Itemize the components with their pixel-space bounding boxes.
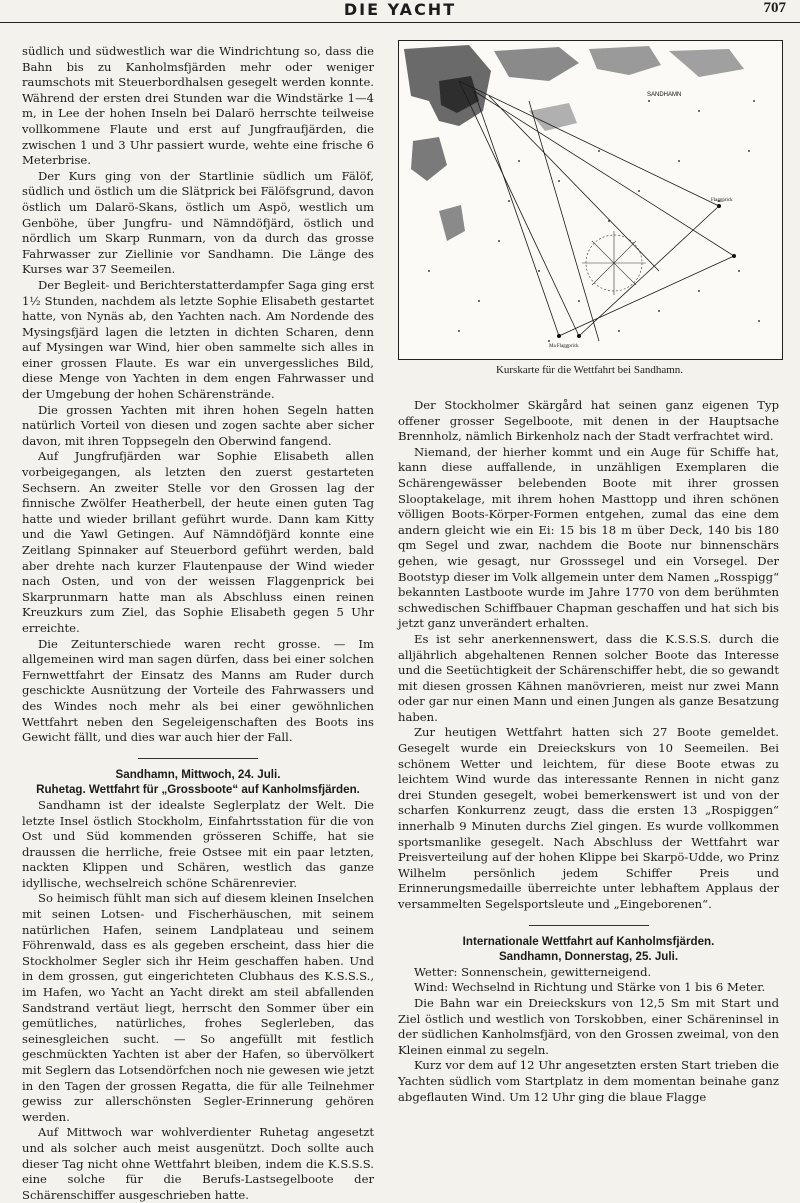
- section-divider: [529, 925, 649, 926]
- course-lines: [459, 81, 734, 341]
- page-header: [0, 0, 800, 23]
- paragraph: Auf Mittwoch war wohlverdienter Ruhetag angesetzt und als solcher auch meist ausgenützt. Doch sollte auch dieser Tag nicht ohne Wettfahrt bleiben, indem die K.S.S.S. eine solche für die Berufs-Lastsegelboote der Schärenschiffer ausgeschrieben hatte.: [22, 1125, 374, 1202]
- section-subheading: Ruhetag. Wettfahrt für „Grossboote“ auf Kanholmsfjärden.: [36, 783, 360, 797]
- paragraph: Es ist sehr anerkennenswert, dass die K.S.S.S. durch die alljährlich abgehaltenen Rennen solcher Boote das Interesse und die Seetüchtigkeit der Schärenschiffer hebt, die so gewandt mit diesen grossen Kähnen manövrieren, meist nur zwei Mann oder gar nur einen Mann und einen Jungen als ganze Besatzung haben.: [398, 631, 779, 724]
- paragraph: Wetter: Sonnenschein, gewitterneigend.: [414, 964, 652, 979]
- depth-soundings: [428, 100, 760, 342]
- page-number: 707: [763, 0, 786, 16]
- paragraph: Niemand, der hierher kommt und ein Auge für Schiffe hat, kann diese auffallende, in unzähligen Exemplaren die Schärengewässer belebenden Boote mit ihrer grossen Slooptakelage, mit ihrem hohen Masttopp und ihren schönen völligen Boots-Körper-Formen entgehen, zumal das eine dem andern gleicht wie ein Ei: 15 bis 18 m über Deck, 140 bis 180 qm Segel und zwar, nachdem die Boote nur binnenschärs gehen, wie gesagt, nur Grosssegel und ein Vorsegel. Der Bootstyp dieser im Volk allgemein unter dem Namen „Rosspigg“ bekannten Lastboote wurde im Jahre 1770 von dem berühmten schwedischen Schiffbauer Chapman geschaffen und hat sich bis jetzt ganz unverändert erhalten.: [398, 444, 779, 631]
- figure-caption: Kurskarte für die Wettfahrt bei Sandhamn.: [495, 364, 684, 376]
- section-divider: [138, 758, 258, 759]
- journal-title: DIE YACHT: [343, 0, 457, 19]
- section-heading: Sandhamn, Mittwoch, 24. Juli.: [115, 767, 281, 781]
- island-shape: [439, 205, 465, 241]
- paragraph: Der Kurs ging von der Startlinie südlich um Fälöf, südlich und östlich um die Slätprick bei Fälöfsgrund, davon östlich um Dalarö-Skans, östlich um Aspö, westlich um Genböhe, über Jungfru- und Nämndöfjärd, östlich und nördlich um Skarp Runmarn, von da durch das grosse Fahrwasser zur Ziellinie vor Sandhamn. Die Länge des Kurses war 37 Seemeilen.: [22, 168, 374, 277]
- island-shape: [589, 46, 661, 75]
- section-subheading: Sandhamn, Donnerstag, 25. Juli.: [498, 950, 679, 964]
- map-label-flaggprick: Flaggprick: [711, 198, 733, 203]
- course-marks: [557, 204, 736, 338]
- left-column: [22, 44, 374, 1203]
- paragraph: Der Stockholmer Skärgård hat seinen ganz eigenen Typ offener grosser Segelboote, mit denen in der Hauptsache Brennholz, nämlich Birkenholz nach der Stadt verfrachtet wird.: [398, 398, 779, 444]
- paragraph: Sandhamn ist der idealste Seglerplatz der Welt. Die letzte Insel östlich Stockholm, Einfahrtsstation für die von Ost und Süd kommenden grösseren Schiffe, hat sie draussen die herrliche, freie Ostsee mit ein paar letzten, nackten Klippen und Schären, westlich das ganze idyllische, wechselreich schöne Schärenrevier.: [22, 797, 374, 890]
- map-label-ma-flaggprick: Ma Flaggprick: [549, 344, 579, 349]
- section-heading: Internationale Wettfahrt auf Kanholmsfjärden.: [462, 934, 715, 948]
- paragraph: So heimisch fühlt man sich auf diesem kleinen Inselchen mit seinen Lotsen- und Fischerhäuschen, mit seinem natürlichen Hafen, seinem Landplateau und seinem Föhrenwald, dass es als gegeben erscheint, dass hier die Stockholmer Segler sich ihr Heim geschaffen haben. Und in dem grossen, gut eingerichteten Clubhaus des K.S.S.S., im Hafen, wo Yacht an Yacht direkt am steil abfallenden Sandstrand vertäut liegt, herrscht den Sommer über ein gemütliches, natürliches, frohes Seglerleben, das seinesgleichen sucht. — So angefüllt mit festlich geschmückten Yachten ist aber der Hafen, so übervölkert mit Seglern das Lotsendörfchen noch nie gewesen wie jetzt in den Tagen der grossen Regatta, die für alle Teilnehmer gewiss zur allerschönsten Segler-Erinnerung gehören werden.: [22, 891, 374, 1124]
- paragraph: Der Begleit- und Berichterstatterdampfer Saga ging erst 1½ Stunden, nachdem als letzte Sophie Elisabeth gestartet hatte, von Nynäs ab, den Yachten nach. Am Nordende des Mysingsfjärd lagen die letzten in dichten Scharen, denn auf Mysingen war Wind, hier oben sammelte sich alles in einer grossen Flaute. Es war ein unvergessliches Bild, diese Menge von Yachten in dem engen Fahrwasser und der Umgebung der hohen Schärenstrände.: [22, 277, 374, 402]
- island-shape: [494, 47, 579, 81]
- paragraph: Auf Jungfrufjärden war Sophie Elisabeth allen vorbeigegangen, als letzten den zuerst gestarteten Sechsern. An zweiter Stelle vor den Grossen lag der finnische Zwölfer Heatherbell, der heute einen guten Tag hatte und wieder brillant geführt wurde. Dann kam Kitty und die Yawl Getingen. Auf Nämndöfjärd konnte eine Zeitlang Spinnaker auf Steuerbord geführt werden, bald aber drehte nach kurzer Flautenpause der Wind wieder nach Osten, und von der weissen Flaggenprick bei Skarprunmarn hatte man als Abschluss einen reinen Kreuzkurs zum Ziel, das Sophie Elisabeth gegen 5 Uhr erreichte.: [22, 449, 374, 635]
- paragraph: Zur heutigen Wettfahrt hatten sich 27 Boote gemeldet. Gesegelt wurde ein Dreieckskurs von 10 Seemeilen. Bei schönem Wetter und leichtem, für diese Boote etwas zu leichtem Wind wurde das interessante Rennen in nicht ganz drei Stunden gesegelt, wobei bemerkenswert ist und von der scharfen Konkurrenz zeugt, dass die ersten 13 „Rospiggen“ innerhalb 9 Minuten durchs Ziel gingen. Es wurde vollkommen sportsmanlike gesegelt. Nach Abschluss der Wettfahrt war Preisverteilung auf der hohen Klippe bei Skarpö-Udde, wo Prinz Wilhelm persönlich jedem Schiffer Preis und Erinnerungsmedaille überreichte unter lebhaftem Applaus der versammelten Segelsportsleute und „Eingeborenen“.: [398, 725, 779, 911]
- paragraph: Die Bahn war ein Dreieckskurs von 12,5 Sm mit Start und Ziel östlich und westlich von Torskobben, einer Schäreninsel in der südlichen Kanholmsfjärd, von den Grossen zweimal, von den Kleinen einmal zu segeln.: [398, 995, 779, 1057]
- paragraph: Wind: Wechselnd in Richtung und Stärke von 1 bis 6 Meter.: [414, 980, 766, 995]
- island-shape: [411, 137, 447, 181]
- right-column: [398, 398, 779, 1105]
- paragraph: Die grossen Yachten mit ihren hohen Segeln hatten natürlich Vorteil von diesen und zogen sachte aber sicher davon, mit ihren Toppsegeln den Oberwind fangend.: [22, 402, 374, 448]
- map-label-sandhamn: SANDHAMN: [647, 92, 682, 98]
- island-shape: [669, 49, 744, 77]
- course-map-figure: [398, 40, 783, 360]
- compass-rose: [582, 231, 646, 295]
- paragraph: Die Zeitunterschiede waren recht grosse. — Im allgemeinen wird man sagen dürfen, dass bei einer solchen Fernwettfahrt der Einsatz des Manns am Ruder durch geschickte Ausnützung der Vorteile des Fahrwassers und des Windes noch mehr als bei einer gewöhnlichen Wettfahrt neben den Segeleigenschaften des Boots ins Gewicht fällt, und dies war auch hier der Fall.: [22, 636, 374, 745]
- course-map: [399, 41, 782, 359]
- paragraph: südlich und südwestlich war die Windrichtung so, dass die Bahn bis zu Kanholmsfjärden mehr oder weniger raumschots mit Steuerbordhalsen gesegelt werden konnte. Während der ersten drei Stunden war die Windstärke 1—4 m, in Lee der hohen Inseln bei Dalarö herrschte teilweise vollkommene Flaute und erst auf Jungfraufjärden, die zwischen 1 und 3 Uhr passiert wurde, wehte eine frische 6 Meterbrise.: [22, 44, 374, 168]
- paragraph: Kurz vor dem auf 12 Uhr angesetzten ersten Start trieben die Yachten südlich vom Startplatz in dem momentan beinahe ganz abgeflauten Wind. Um 12 Uhr ging die blaue Flagge: [398, 1058, 779, 1104]
